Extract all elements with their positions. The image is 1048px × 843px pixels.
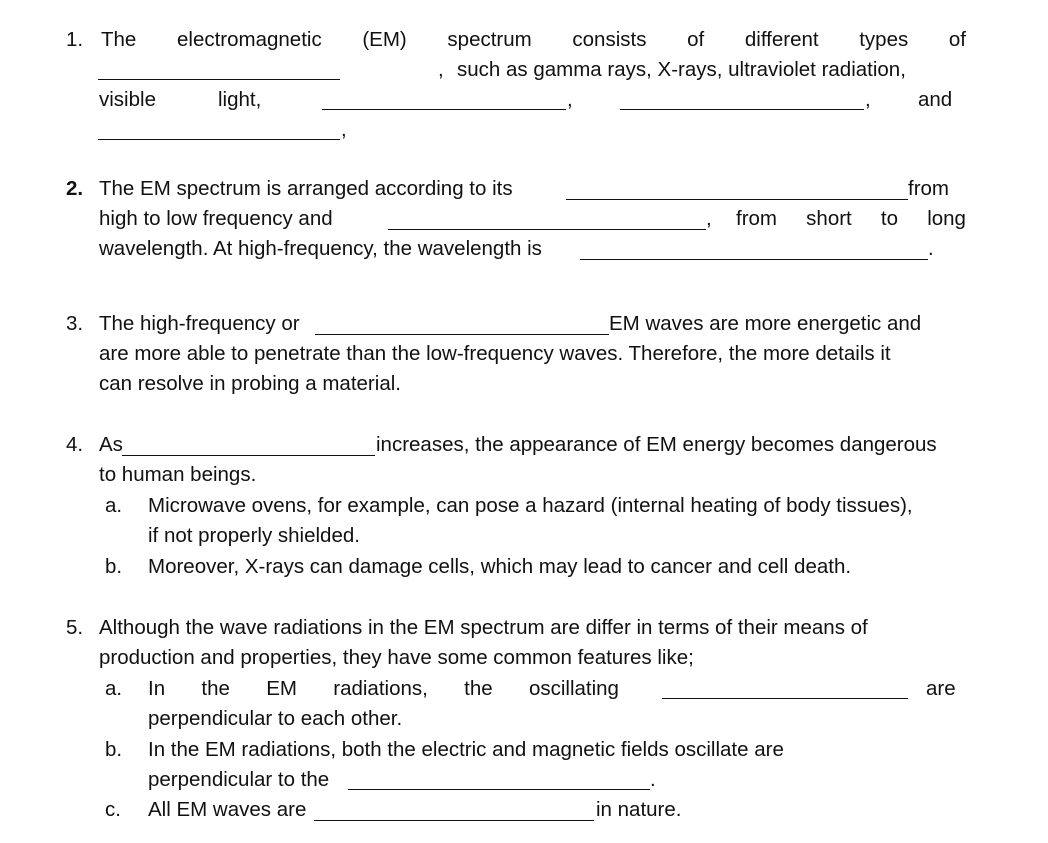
q2-line1: The EM spectrum is arranged according to its: [99, 177, 513, 200]
q1-word-2: electromagnetic: [176, 28, 322, 51]
q5b-label: b.: [105, 738, 123, 761]
q1-word-6: of: [687, 28, 705, 51]
q5a-word-4: radiations,: [333, 677, 428, 700]
q5b-line1: In the EM radiations, both the electric and magnetic fields oscillate are: [148, 738, 784, 761]
q4-line1-end: increases, the appearance of EM energy becomes dangerous: [376, 433, 937, 456]
q1-word-9: of: [948, 28, 966, 51]
q4-as: As: [99, 433, 123, 456]
q4-blank-1[interactable]: [122, 455, 375, 456]
q5a-blank[interactable]: [662, 698, 908, 699]
q3-number: 3.: [66, 312, 84, 335]
q5-number: 5.: [66, 616, 84, 639]
q3-line1: The high-frequency or: [99, 312, 300, 335]
q5-line1: Although the wave radiations in the EM spectrum are differ in terms of their means of: [99, 616, 868, 639]
q5b-blank[interactable]: [348, 789, 650, 790]
q5a-word-6: oscillating: [528, 677, 619, 700]
q2-word-2: short: [806, 207, 852, 230]
q5a-word-3: EM: [266, 677, 297, 700]
q5c-blank[interactable]: [314, 820, 594, 821]
q5c-label: c.: [105, 798, 121, 821]
q1-comma-1: ,: [438, 58, 444, 81]
q1-blank-2[interactable]: [322, 109, 566, 110]
q2-from: from: [908, 177, 949, 200]
q4a-line1: Microwave ovens, for example, can pose a hazard (internal heating of body tissues),: [148, 494, 913, 517]
q5b-line2: perpendicular to the: [148, 768, 330, 791]
q5a-are: are: [926, 677, 956, 700]
q1-blank-3[interactable]: [620, 109, 864, 110]
q1-and: and: [918, 88, 953, 111]
q4b-label: b.: [105, 555, 123, 578]
q2-number: 2.: [66, 177, 84, 200]
q5b-period: .: [650, 768, 656, 791]
q3-blank-1[interactable]: [315, 334, 609, 335]
q4-line2: to human beings.: [99, 463, 257, 486]
q1-comma-4: ,: [341, 118, 347, 141]
q4-number: 4.: [66, 433, 84, 456]
q5a-line2: perpendicular to each other.: [148, 707, 403, 730]
q1-blank-4[interactable]: [98, 139, 340, 140]
q5c-end: in nature.: [596, 798, 682, 821]
q4a-label: a.: [105, 494, 123, 517]
q1-word-3: (EM): [362, 28, 407, 51]
q2-word-4: long: [927, 207, 966, 230]
q5a-label: a.: [105, 677, 123, 700]
q3-line1-end: EM waves are more energetic and: [609, 312, 922, 335]
q5a-word-2: the: [201, 677, 230, 700]
q4a-line2: if not properly shielded.: [148, 524, 360, 547]
q5c-start: All EM waves are: [148, 798, 307, 821]
q2-period: .: [928, 237, 934, 260]
q1-line2: such as gamma rays, X-rays, ultraviolet radiation,: [457, 58, 906, 81]
q3-line3: can resolve in probing a material.: [99, 372, 401, 395]
q2-line3: wavelength. At high-frequency, the wavelength is: [99, 237, 542, 260]
q5a-word-1: In: [148, 677, 166, 700]
q5a-line1: [148, 679, 619, 700]
q1-visible: visible: [99, 88, 156, 111]
q2-line2-end: [736, 209, 966, 230]
q1-line1: [101, 30, 966, 51]
q1-word-4: spectrum: [447, 28, 532, 51]
q2-word-1: from: [736, 207, 777, 230]
q2-word-3: to: [880, 207, 899, 230]
q1-light: light,: [218, 88, 262, 111]
q1-blank-1[interactable]: [98, 79, 340, 80]
q1-word-8: types: [859, 28, 909, 51]
q2-blank-1[interactable]: [566, 199, 908, 200]
q2-blank-3[interactable]: [580, 259, 928, 260]
q1-word-1: The: [101, 28, 137, 51]
q2-comma: ,: [706, 207, 712, 230]
q1-word-7: different: [744, 28, 819, 51]
q1-number: 1.: [66, 28, 84, 51]
q2-blank-2[interactable]: [388, 229, 706, 230]
q4b-line1: Moreover, X-rays can damage cells, which may lead to cancer and cell death.: [148, 555, 852, 578]
q1-word-5: consists: [572, 28, 647, 51]
q5a-word-5: the: [464, 677, 493, 700]
q1-comma-3: ,: [865, 88, 871, 111]
q1-comma-2: ,: [567, 88, 573, 111]
q5-line2: production and properties, they have some common features like;: [99, 646, 694, 669]
q3-line2: are more able to penetrate than the low-frequency waves. Therefore, the more details it: [99, 342, 891, 365]
q2-line2: high to low frequency and: [99, 207, 333, 230]
